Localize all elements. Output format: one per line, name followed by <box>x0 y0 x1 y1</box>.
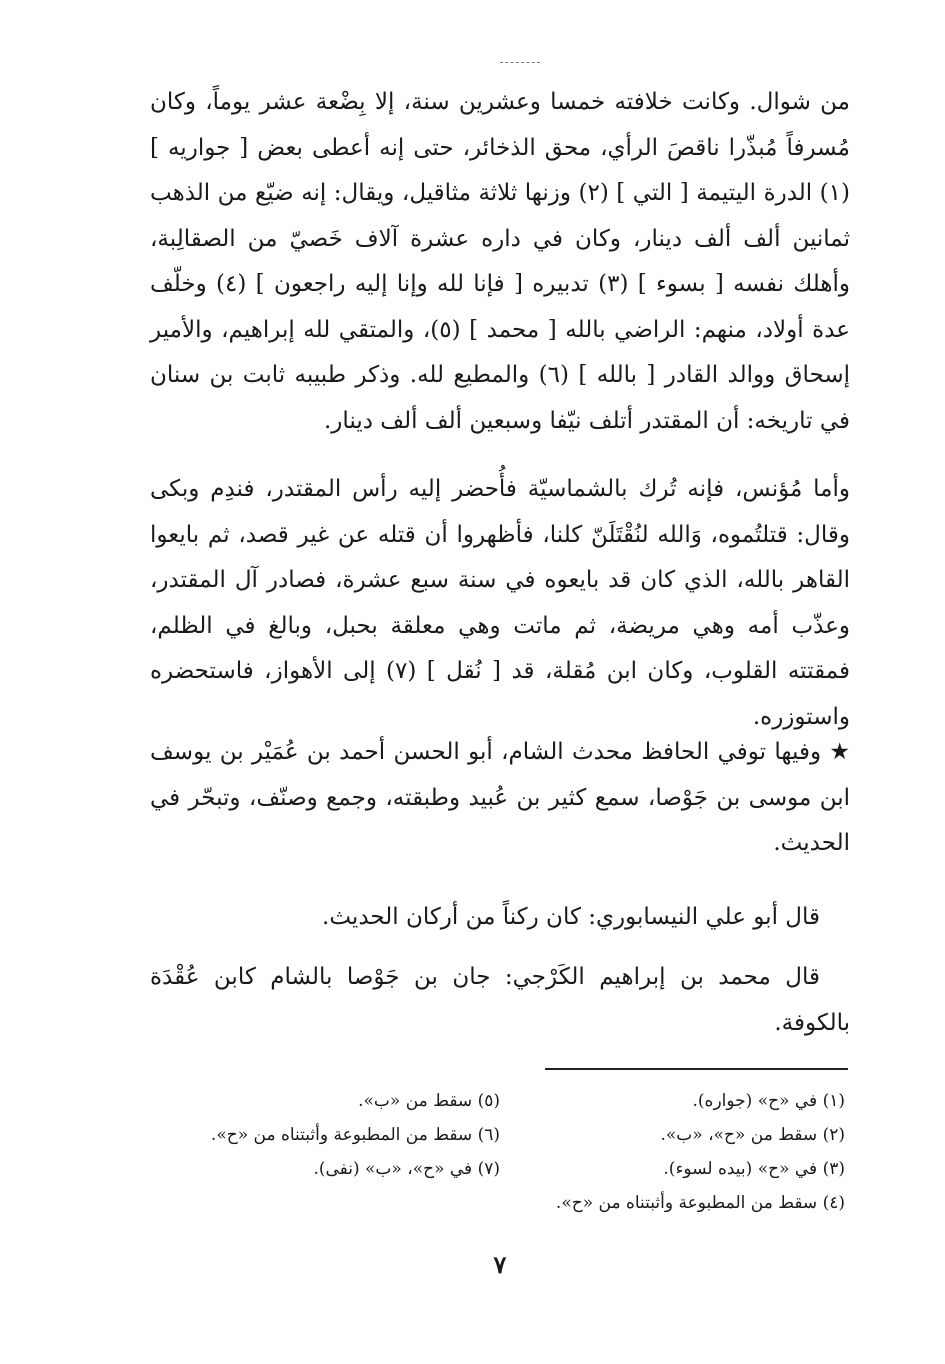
paragraph-munis: وأما مُؤنس، فإنه تُرك بالشماسيّة فأُحضر إليه رأس المقتدر، فندِم وبكى وقال: قتلتُموه، وَالله لنُقْتَلَنّ كلنا، فأظهروا أن قتله عن غير قصد، ثم بايعوا القاهر بالله، الذي كان قد بايعوه في سنة سبع عشرة، فصادر آل المقتدر، وعذّب أمه وهي مريضة، ثم ماتت وهي معلقة بحبل، وبالغ في الظلم، فمقتته القلوب، وكان ابن مُقلة، قد [ نُقل ] (٧) إلى الأهواز، فاستحضره واستوزره. <box>150 476 850 730</box>
paragraph-abu-ali-quote: قال أبو علي النيسابوري: كان ركناً من أركان الحديث. <box>322 904 820 930</box>
footnote-7: (٧) في «ح»، «ب» (نفى). <box>313 1159 500 1179</box>
footnote-6: (٦) سقط من المطبوعة وأثبتناه من «ح». <box>210 1125 500 1145</box>
paragraph-ibn-jawsa: ★ وفيها توفي الحافظ محدث الشام، أبو الحسن أحمد بن عُمَيْر بن يوسف ابن موسى بن جَوْصا، سمع كثير بن عُبيد وطبقته، وجمع وصنّف، وتبحّر في الحديث. <box>150 739 850 856</box>
footnote-2: (٢) سقط من «ح»، «ب». <box>660 1125 845 1145</box>
paragraph-karji-quote: قال محمد بن إبراهيم الكَرْجي: جان بن جَوْصا بالشام كابن عُقْدَة بالكوفة. <box>150 964 850 1036</box>
footnotes-right-column <box>500 1084 845 1220</box>
paragraph-caliph-muqtadir: من شوال. وكانت خلافته خمسا وعشرين سنة، إلا بِضْعة عشر يوماً، وكان مُسرفاً مُبذّرا ناقصَ الرأي، محق الذخائر، حتى إنه أعطى بعض [ جواريه ] (١) الدرة اليتيمة [ التي ] (٢) وزنها ثلاثة مثاقيل، ويقال: إنه ضيّع من الذهب ثمانين ألف ألف دينار، وكان في داره عشرة آلاف خَصيّ من الصقالِبة، وأهلك نفسه [ بسوء ] (٣) تدبيره [ فإنا لله وإنا إليه راجعون ] (٤) وخلّف عدة أولاد، منهم: الراضي بالله [ محمد ] (٥)، والمتقي لله إبراهيم، والأمير إسحاق ووالد القادر [ بالله ] (٦) والمطيع لله. وذكر طبيبه ثابت بن سنان في تاريخه: أن المقتدر أتلف نيّفا وسبعين ألف ألف دينار. <box>150 89 851 434</box>
footnote-5: (٥) سقط من «ب». <box>358 1091 500 1111</box>
top-mark <box>500 62 540 65</box>
footnote-4: (٤) سقط من المطبوعة وأثبتناه من «ح». <box>555 1193 845 1213</box>
footnote-separator <box>545 1068 848 1070</box>
page-number: ٧ <box>493 1250 507 1279</box>
footnote-3: (٣) في «ح» (بيده لسوء). <box>663 1159 845 1179</box>
footnotes-left-column <box>150 1084 500 1186</box>
footnote-1: (١) في «ح» (جواره). <box>692 1091 845 1111</box>
